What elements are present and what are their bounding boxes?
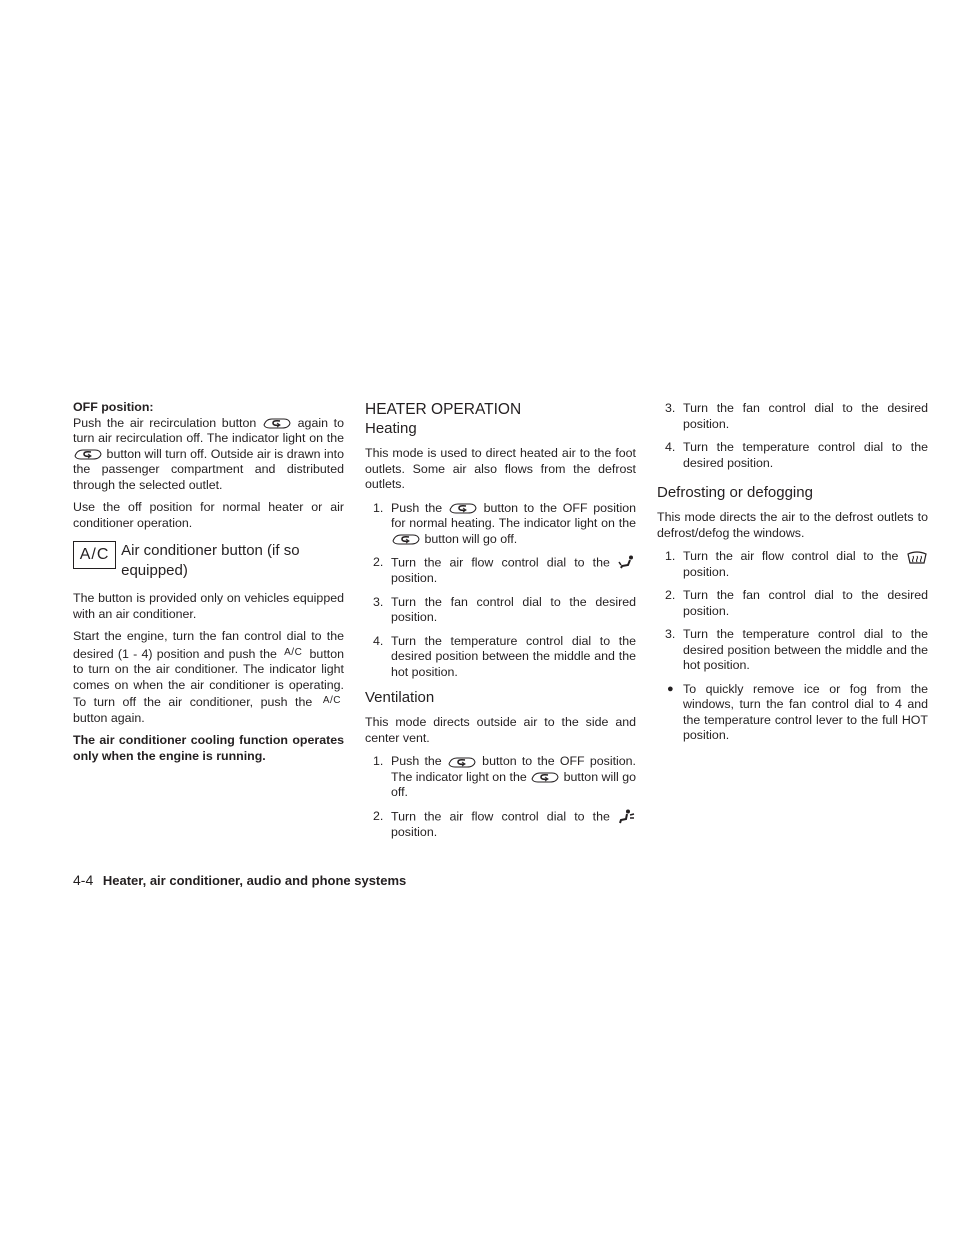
heating-title: Heating [365, 420, 417, 437]
ac-button-heading: Air conditioner button (if so equipped) [121, 542, 300, 579]
step-number: 1. [373, 754, 384, 768]
step-text: Turn the fan control dial to the desired position. [391, 594, 636, 624]
page-footer [73, 872, 406, 888]
step-number: 4. [665, 440, 676, 454]
foot-mode-icon [618, 555, 636, 571]
ventilation-steps [365, 754, 636, 840]
off-p1-part-a: Push the air recirculation button [73, 415, 257, 430]
ac-p2-part-a: Start the engine, turn the fan control dial to the desired (1 - 4) position and push the [73, 629, 344, 661]
ac-paragraph-1: The button is provided only on vehicles equipped with an air conditioner. [73, 591, 344, 621]
recirculation-icon [447, 755, 477, 769]
list-item [365, 809, 636, 841]
ventilation-paragraph: This mode directs outside air to the side and center vent. [365, 715, 636, 745]
step-text: button to the OFF position. The indicator light on the [391, 754, 636, 784]
recirculation-icon [73, 447, 103, 461]
off-p1-part-b: again to turn air recirculation off. The indicator light on the [73, 415, 344, 445]
defrost-steps [657, 549, 928, 744]
step-text: Turn the air flow control dial to the [391, 808, 610, 823]
recirculation-icon [530, 770, 560, 784]
step-number: 1. [665, 549, 676, 563]
section-title: Heater, air conditioner, audio and phone systems [102, 873, 407, 888]
step-number: 2. [373, 808, 384, 823]
list-item [365, 501, 636, 548]
vent-mode-icon [618, 809, 636, 825]
step-number: 2. [373, 555, 384, 569]
off-position-note: Use the off position for normal heater or air conditioner operation. [73, 500, 344, 530]
ac-inline-icon: A/C [322, 695, 341, 706]
list-item [365, 754, 636, 801]
ventilation-title: Ventilation [365, 689, 435, 706]
bullet-mark: ● [667, 682, 674, 695]
step-text: Push the [391, 754, 442, 768]
step-text: Turn the air flow control dial to the [683, 549, 899, 563]
step-text: button will go off. [391, 769, 636, 799]
step-number: 3. [373, 594, 384, 609]
step-text: position. [683, 564, 730, 579]
step-text: position. [391, 824, 438, 839]
step-text: Turn the temperature control dial to the desired position between the middle and the hot position. [391, 633, 636, 679]
bullet-text: To quickly remove ice or fog from the windows, turn the fan control dial to 4 and the temperature control lever to the full HOT position. [683, 681, 928, 742]
list-item [657, 440, 928, 471]
ac-paragraph-2 [73, 629, 344, 726]
list-item [657, 549, 928, 580]
column-left [73, 400, 344, 764]
step-text: Turn the temperature control dial to the desired position between the middle and the hot position. [683, 627, 928, 672]
off-position-heading: OFF position: [73, 400, 154, 414]
recirculation-icon [391, 532, 421, 546]
list-item [365, 555, 636, 587]
ac-inline-icon: A/C [284, 646, 303, 658]
list-item [657, 588, 928, 619]
off-position-paragraph [73, 416, 344, 494]
ac-p2-part-b: button to turn on the air conditioner. The indicator light comes on when the air conditioner is operating. To turn off the air conditioner, push the [73, 646, 344, 709]
step-text: Turn the temperature control dial to the desired position. [683, 440, 928, 470]
heater-operation-title: HEATER OPERATION [365, 401, 522, 418]
step-number: 3. [665, 401, 676, 415]
recirculation-icon [448, 501, 478, 515]
step-text: button to the OFF position for normal heating. The indicator light on the [391, 500, 636, 530]
heating-paragraph: This mode is used to direct heated air to the foot outlets. Some air also flows from the defrost outlets. [365, 446, 636, 491]
page-number: 4-4 [73, 872, 94, 888]
list-item [365, 595, 636, 626]
ac-button-icon: A/C [73, 541, 116, 569]
step-text: Push the [391, 500, 443, 515]
list-item [657, 627, 928, 674]
ac-cooling-note: The air conditioner cooling function operates only when the engine is running. [73, 733, 344, 763]
list-item [657, 401, 928, 432]
column-right [657, 400, 928, 744]
list-item [657, 682, 928, 744]
heating-steps-continued [657, 401, 928, 471]
defrost-title: Defrosting or defogging [657, 484, 813, 501]
step-text: Turn the fan control dial to the desired position. [683, 401, 928, 431]
step-number: 4. [373, 633, 384, 648]
step-text: position. [391, 571, 438, 585]
step-text: Turn the fan control dial to the desired position. [683, 588, 928, 618]
step-number: 2. [665, 588, 676, 602]
step-number: 1. [373, 500, 384, 515]
ac-button-heading-row [73, 541, 344, 581]
step-number: 3. [665, 627, 676, 641]
step-text: button will go off. [424, 531, 518, 546]
defrost-icon [906, 550, 928, 564]
column-middle [365, 400, 636, 840]
off-p1-part-c: button will turn off. Outside air is drawn into the passenger compartment and distributed through the selected outlet. [73, 446, 344, 492]
heating-steps [365, 501, 636, 681]
defrost-paragraph: This mode directs the air to the defrost outlets to defrost/defog the windows. [657, 510, 928, 540]
step-text: Turn the air flow control dial to the [391, 555, 610, 570]
recirculation-icon [262, 416, 292, 430]
list-item [365, 634, 636, 681]
ac-p2-part-c: button again. [73, 710, 145, 725]
